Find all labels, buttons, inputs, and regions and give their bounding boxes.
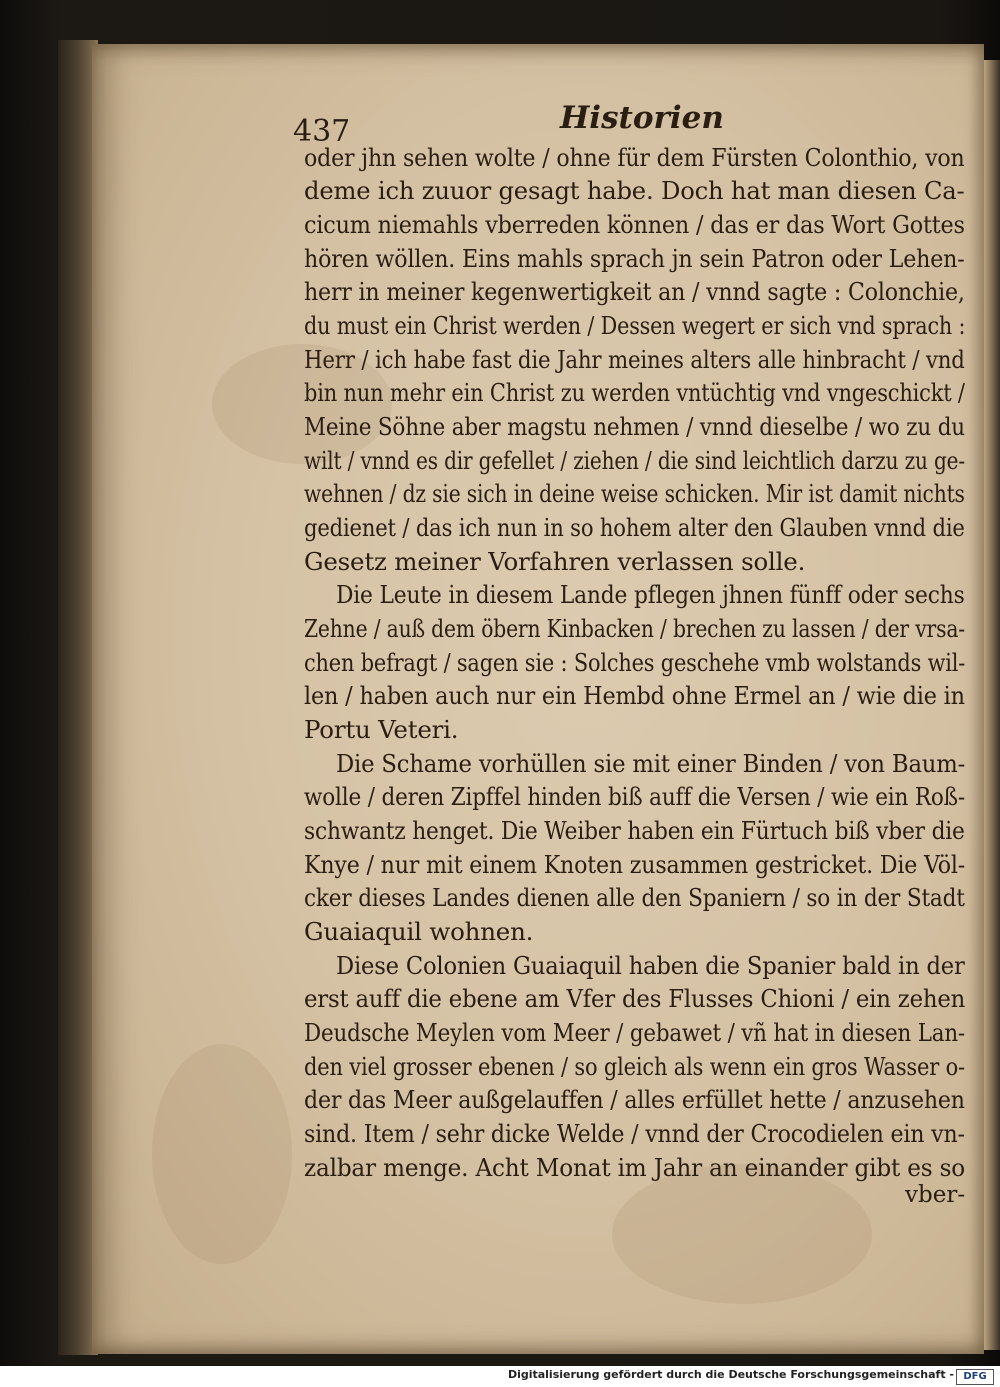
text-line: gedienet / das ich nun in so hohem alter den Glauben vnnd die [304, 513, 965, 542]
text-line: erst auff die ebene am Vfer des Flusses Chioni / ein zehen [304, 984, 966, 1013]
text-line: du must ein Christ werden / Dessen wegert er sich vnd sprach : [304, 311, 966, 340]
text-line: Deudsche Meylen vom Meer / gebawet / vñ hat in diesen Lan- [304, 1018, 965, 1047]
text-line: Knye / nur mit einem Knoten zusammen gestricket. Die Völ- [304, 850, 966, 879]
text-line: wilt / vnnd es dir gefellet / ziehen / die sind leichtlich darzu zu ge- [304, 446, 965, 475]
text-line: Gesetz meiner Vorfahren verlassen solle. [304, 547, 806, 576]
running-head: Historien [560, 100, 724, 136]
text-line: cker dieses Landes dienen alle den Spaniern / so in der Stadt [304, 883, 965, 912]
paragraph-start-line: Die Schame vorhüllen sie mit einer Binden / von Baum- [336, 749, 966, 778]
page-right-edge [984, 60, 1000, 1350]
text-line: wehnen / dz sie sich in deine weise schicken. Mir ist damit nichts [304, 479, 965, 508]
text-line: hören wöllen. Eins mahls sprach jn sein Patron oder Lehen- [304, 244, 965, 273]
text-line: sind. Item / sehr dicke Welde / vnnd der Crocodielen ein vn- [304, 1119, 965, 1148]
text-line: chen befragt / sagen sie : Solches geschehe vmb wolstands wil- [304, 648, 966, 677]
paragraph-start-line: Diese Colonien Guaiaquil haben die Spanier bald in der [336, 951, 965, 980]
dfg-logo: DFG [956, 1369, 994, 1385]
paper-stain [152, 1044, 292, 1264]
text-line: den viel grosser ebenen / so gleich als wenn ein gros Wasser o- [304, 1052, 965, 1081]
funding-notice: Digitalisierung gefördert durch die Deutsche Forschungsgemeinschaft - [507, 1368, 954, 1381]
text-line: wolle / deren Zipffel hinden biß auff die Versen / wie ein Roß- [304, 782, 966, 811]
text-line: Guaiaquil wohnen. [304, 917, 534, 946]
text-line: cicum niemahls vberreden können / das er das Wort Gottes [304, 210, 965, 239]
text-line: oder jhn sehen wolte / ohne für dem Fürsten Colonthio, von [304, 143, 965, 172]
text-line: Herr / ich habe fast die Jahr meines alters alle hinbracht / vnd [304, 345, 965, 374]
text-line: Meine Söhne aber magstu nehmen / vnnd dieselbe / wo zu du [304, 412, 965, 441]
text-line: deme ich zuuor gesagt habe. Doch hat man diesen Ca- [304, 176, 965, 205]
text-line: schwantz henget. Die Weiber haben ein Fürtuch biß vber die [304, 816, 965, 845]
paper-stain [612, 1164, 872, 1304]
text-line: bin nun mehr ein Christ zu werden vntüchtig vnd vngeschickt / [304, 378, 965, 407]
catchword: vber- [905, 1182, 966, 1208]
text-line: len / haben auch nur ein Hembd ohne Ermel an / wie die in [304, 681, 965, 710]
text-line: herr in meiner kegenwertigkeit an / vnnd sagte : Colonchie, [304, 277, 965, 306]
text-line: Zehne / auß dem öbern Kinbacken / brechen zu lassen / der vrsa- [304, 614, 965, 643]
text-line: der das Meer außgelauffen / alles erfüllet hette / anzusehen [304, 1085, 965, 1114]
text-line: Portu Veteri. [304, 715, 459, 744]
paragraph-start-line: Die Leute in diesem Lande pflegen jhnen fünff oder sechs [336, 580, 965, 609]
page-number: 437 [293, 114, 351, 149]
footer-bar [0, 1366, 1000, 1387]
text-line: zalbar menge. Acht Monat im Jahr an einander gibt es so [304, 1153, 966, 1182]
